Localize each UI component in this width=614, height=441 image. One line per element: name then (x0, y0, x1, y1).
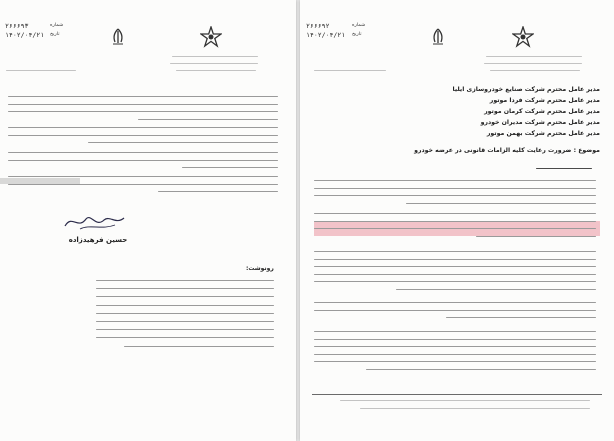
paragraph-line (8, 104, 278, 105)
paragraph-line (314, 331, 596, 332)
paragraph-line (396, 289, 596, 290)
copy-recipient-line (96, 329, 274, 330)
letter-right (300, 0, 614, 441)
number-label: شماره (352, 23, 366, 28)
copy-recipient-line (124, 346, 274, 347)
handwritten-signature (60, 210, 130, 234)
organization-star-emblem-icon (512, 26, 534, 48)
letter-number: ۲۶۶۶۹۲ (306, 22, 330, 30)
paragraph-line (138, 119, 278, 120)
organization-text-line (484, 63, 582, 64)
paragraph-line (476, 236, 596, 237)
organization-text-line (314, 70, 386, 71)
copy-recipient-line (96, 321, 274, 322)
copy-recipient-line (96, 296, 274, 297)
paragraph-line (314, 251, 596, 252)
organization-text-line (6, 70, 76, 71)
paragraph-line (314, 266, 596, 267)
footer-text-line (340, 400, 590, 401)
recipient: مدیر عامل محترم شرکت مدیران خودرو (480, 119, 600, 126)
paragraph-line (182, 167, 278, 168)
organization-star-emblem-icon (200, 26, 222, 48)
paragraph-line (8, 127, 278, 128)
paragraph-line (314, 259, 596, 260)
footer-text-line (360, 408, 590, 409)
iran-emblem-icon (110, 28, 126, 46)
paragraph-line (314, 195, 596, 196)
paragraph-line (314, 274, 596, 275)
copies-heading: رونوشت: (246, 265, 274, 272)
organization-text-line (490, 70, 580, 71)
paragraph-line (446, 317, 596, 318)
copy-recipient-line (96, 305, 274, 306)
subject-line: موضوع : ضرورت رعایت کلیه الزامات قانونی در عرضه خودرو (414, 147, 600, 154)
paragraph-line (314, 339, 596, 340)
organization-text-line (170, 63, 258, 64)
organization-text-line (486, 56, 582, 57)
paragraph-line (8, 111, 278, 112)
number-label: شماره (50, 23, 64, 28)
recipient: مدیر عامل محترم شرکت کرمان موتور (484, 108, 600, 115)
copy-recipient-line (96, 337, 274, 338)
paragraph-line (314, 281, 596, 282)
paragraph-line (314, 228, 596, 229)
letter-left (0, 0, 296, 441)
paragraph-line (406, 203, 596, 204)
letter-date: ۱۴۰۲/۰۴/۲۱ (5, 31, 45, 39)
date-label: تاریخ (352, 32, 362, 37)
paragraph-line (314, 213, 596, 214)
recipient: مدیر عامل محترم شرکت فردا موتور (489, 97, 600, 104)
paragraph-line (314, 221, 596, 222)
organization-text-line (172, 56, 258, 57)
paragraph-line (8, 135, 278, 136)
letter-number: ۲۶۶۶۹۳ (5, 22, 29, 30)
paragraph-line (88, 142, 278, 143)
paragraph-line (8, 96, 278, 97)
paragraph-line (314, 302, 596, 303)
highlight-strip (0, 178, 80, 184)
organization-text-line (176, 70, 256, 71)
paragraph-line (8, 176, 278, 177)
signatory-name: حسین فرهیدزاده (68, 236, 128, 244)
copy-recipient-line (96, 313, 274, 314)
footer-rule (312, 394, 602, 395)
recipient: مدیر عامل محترم شرکت صنایع خودروسازی ایلیا (452, 86, 600, 93)
recipient: مدیر عامل محترم شرکت بهمن موتور (486, 130, 600, 137)
copy-recipient-line (96, 288, 274, 289)
paragraph-line (314, 354, 596, 355)
paragraph-line (8, 152, 278, 153)
paragraph-line (366, 369, 596, 370)
paragraph-line (314, 361, 596, 362)
iran-emblem-icon (430, 28, 446, 46)
paragraph-line (314, 310, 596, 311)
date-label: تاریخ (50, 32, 60, 37)
paragraph-line (314, 180, 596, 181)
paragraph-line (8, 160, 278, 161)
paragraph-line (536, 168, 592, 169)
paragraph-line (314, 346, 596, 347)
paragraph-line (314, 188, 596, 189)
copy-recipient-line (96, 280, 274, 281)
letter-date: ۱۴۰۲/۰۴/۲۱ (306, 31, 346, 39)
paragraph-line (158, 191, 278, 192)
